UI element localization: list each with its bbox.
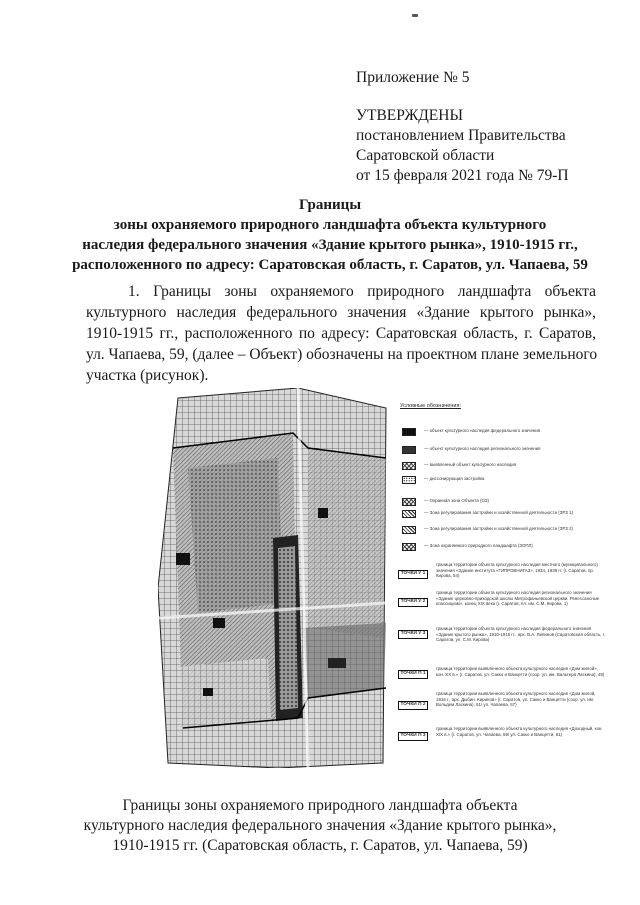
paragraph-line-4: ул. Чапаева, 59, (далее – Объект) обозначены на проектном плане земельного (86, 346, 598, 363)
legend-text: — Зона регулирования застройки и хозяйственной деятельности (ЗРЗ 2) (424, 526, 573, 531)
title-line-1: Границы (298, 197, 362, 213)
legend-swatch-federal (402, 428, 416, 436)
site-plan-drawing (158, 388, 388, 768)
paragraph-line-1: 1. Границы зоны охраняемого природного ландшафта объекта (128, 283, 596, 300)
legend-swatch-regional (402, 446, 416, 454)
annex-number: Приложение № 5 (356, 69, 470, 86)
legend-swatch-identified (402, 462, 416, 470)
legend-swatch-oz (402, 498, 416, 506)
legend-swatch-zopl (402, 543, 416, 551)
legend-box-text: граница территории выявленного объекта культурного наследия «Дом жилой», кон. XX в.» (г. Саратов, ул. Сакко и Ванцетти (соор. ул. им. Вальтера Ласкина), 49) (436, 666, 605, 677)
legend-swatch-zrz2 (402, 526, 416, 534)
legend-box-text: граница территории выявленного объекта культурного наследия «Доходный, кон. XIX в.» (г. Саратов, ул. Чапаева, 59/ ул. Сакко и Ванцетти, 61) (436, 726, 603, 737)
approved-date: от 15 февраля 2021 года № 79-П (356, 167, 569, 184)
legend-box-text: граница территории объекта культурного наследия регионального значения «Здание церковно-приходской школы Митрофаньевской церкви. Ренессансные классицизм», конец XIX века (г. Саратов, пл. им. С.М. Кирова, 1) (436, 590, 600, 606)
point-label-p2: ТОЧКИ П 2 (398, 701, 428, 710)
site-plan-map (158, 388, 388, 768)
approval-block (356, 68, 616, 186)
legend-swatch-zrz1 (402, 510, 416, 518)
paragraph-line-2: культурного наследия федерального значения «Здание крытого рынка», (86, 304, 596, 321)
point-label-u3: ТОЧКИ У 3 (398, 630, 428, 639)
body-paragraph (86, 281, 596, 386)
title-line-4: расположенного по адресу: Саратовская область, г. Саратов, ул. Чапаева, 59 (72, 257, 588, 273)
legend-text: — объект культурного наследия регионального значения (424, 446, 541, 451)
approved-region: Саратовской области (356, 147, 495, 164)
caption-line-1: Границы зоны охраняемого природного ландшафта объекта (122, 797, 518, 814)
paragraph-line-3: 1910-1915 гг., расположенного по адресу: Саратовская область, г. Саратов, (86, 325, 596, 342)
legend-text: — Зона охраняемого природного ландшафта (ЗОПЛ) (424, 543, 533, 548)
legend-title: Условные обозначения: (400, 403, 461, 409)
figure-caption (70, 796, 570, 856)
paragraph-line-5: участка (рисунок). (86, 367, 209, 384)
legend-text: — Зона регулирования застройки и хозяйственной деятельности (ЗРЗ 1) (424, 510, 573, 515)
legend-text: — Охранная зона Объекта (ОЗ) (424, 498, 489, 503)
point-label-u1: ТОЧКИ У 1 (398, 570, 428, 579)
legend-box-text: граница территории выявленного объекта культурного наследия «Дом жилой, 1916 г., арх. Дыбин. Киринов» (г. Саратов, ул. Сакко и Ванцетти (соор. ул. им. Вольдем Ласкина), 61/ ул. Чапаева, 57) (436, 691, 596, 707)
legend-box-text: граница территории объекта культурного наследия местного (муниципального) значения «Здание института «ГИПРОВНИГАЗ», 1934, 1939 гг. (г. Саратов, пр. Кирова, 54) (436, 562, 598, 578)
scan-mark (412, 14, 418, 17)
legend-swatch-dissonant (402, 476, 416, 484)
point-label-p1: ТОЧКИ П 1 (398, 670, 428, 679)
caption-line-2: культурного наследия федерального значения «Здание крытого рынка», (83, 817, 557, 834)
point-label-u2: ТОЧКИ У 2 (398, 598, 428, 607)
approved-label: УТВЕРЖДЕНЫ (356, 107, 463, 124)
point-label-p3: ТОЧКИ П 3 (398, 732, 428, 741)
approved-by: постановлением Правительства (356, 127, 566, 144)
document-title (60, 195, 600, 275)
caption-line-3: 1910-1915 гг. (Саратовская область, г. Саратов, ул. Чапаева, 59) (112, 837, 528, 854)
legend-text: — диссонирующая застройка (424, 476, 485, 481)
legend-text: — выявленный объект культурного наследия (424, 462, 517, 467)
title-line-3: наследия федерального значения «Здание крытого рынка», 1910-1915 гг., (82, 237, 578, 253)
legend-box-text: граница территории объекта культурного наследия федерального значения «Здание крытого рынка», 1910-1915 гг., арх. В.А. Липинов (Саратовская область, г. Саратов, ул. С.М. Кирова) (436, 626, 606, 642)
title-line-2: зоны охраняемого природного ландшафта объекта культурного (113, 217, 547, 233)
legend-text: — объект культурного наследия федерального значения (424, 428, 541, 433)
